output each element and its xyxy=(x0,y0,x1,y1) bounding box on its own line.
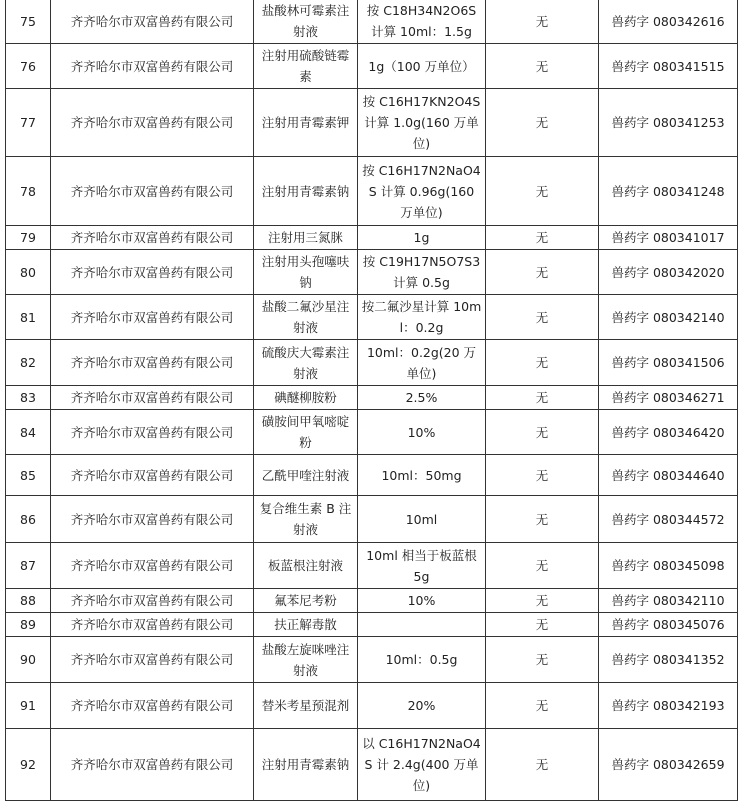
drug-name-cell: 碘醚柳胺粉 xyxy=(254,386,358,410)
spec-cell: 10ml xyxy=(358,496,486,543)
table-row xyxy=(6,89,738,157)
table-row xyxy=(6,386,738,410)
note-cell: 无 xyxy=(486,340,599,386)
drug-name-cell: 扶正解毒散 xyxy=(254,613,358,637)
note-cell: 无 xyxy=(486,0,599,44)
company-cell: 齐齐哈尔市双富兽药有限公司 xyxy=(51,226,254,250)
approval-number-cell: 兽药字 080342110 xyxy=(599,589,738,613)
drug-name-cell: 注射用青霉素钠 xyxy=(254,729,358,801)
row-number: 87 xyxy=(6,543,51,589)
drug-name-cell: 磺胺间甲氧嘧啶粉 xyxy=(254,410,358,455)
spec-cell xyxy=(358,613,486,637)
drug-name-cell: 注射用青霉素钾 xyxy=(254,89,358,157)
table-row xyxy=(6,340,738,386)
approval-number-cell: 兽药字 080341506 xyxy=(599,340,738,386)
row-number: 76 xyxy=(6,44,51,89)
spec-cell: 按 C16H17KN2O4S 计算 1.0g(160 万单位) xyxy=(358,89,486,157)
drug-name-cell: 注射用青霉素钠 xyxy=(254,157,358,226)
drug-name-cell: 盐酸二氟沙星注射液 xyxy=(254,295,358,340)
row-number: 84 xyxy=(6,410,51,455)
note-cell: 无 xyxy=(486,295,599,340)
row-number: 79 xyxy=(6,226,51,250)
drug-name-cell: 硫酸庆大霉素注射液 xyxy=(254,340,358,386)
table-row xyxy=(6,295,738,340)
company-cell: 齐齐哈尔市双富兽药有限公司 xyxy=(51,44,254,89)
table-row xyxy=(6,637,738,683)
approval-number-cell: 兽药字 080345098 xyxy=(599,543,738,589)
note-cell: 无 xyxy=(486,89,599,157)
row-number: 85 xyxy=(6,455,51,496)
table-row xyxy=(6,250,738,295)
approval-number-cell: 兽药字 080341248 xyxy=(599,157,738,226)
approval-number-cell: 兽药字 080344640 xyxy=(599,455,738,496)
spec-cell: 10ml：0.2g(20 万单位) xyxy=(358,340,486,386)
company-cell: 齐齐哈尔市双富兽药有限公司 xyxy=(51,0,254,44)
approval-number-cell: 兽药字 080342659 xyxy=(599,729,738,801)
approval-number-cell: 兽药字 080342193 xyxy=(599,683,738,729)
table-body xyxy=(6,0,738,801)
company-cell: 齐齐哈尔市双富兽药有限公司 xyxy=(51,496,254,543)
drug-name-cell: 盐酸林可霉素注射液 xyxy=(254,0,358,44)
table-row xyxy=(6,44,738,89)
table-row xyxy=(6,543,738,589)
note-cell: 无 xyxy=(486,683,599,729)
drug-name-cell: 盐酸左旋咪唑注射液 xyxy=(254,637,358,683)
company-cell: 齐齐哈尔市双富兽药有限公司 xyxy=(51,683,254,729)
spec-cell: 以 C16H17N2NaO4S 计 2.4g(400 万单位) xyxy=(358,729,486,801)
row-number: 81 xyxy=(6,295,51,340)
approval-number-cell: 兽药字 080346271 xyxy=(599,386,738,410)
approval-number-cell: 兽药字 080341515 xyxy=(599,44,738,89)
company-cell: 齐齐哈尔市双富兽药有限公司 xyxy=(51,250,254,295)
approval-number-cell: 兽药字 080346420 xyxy=(599,410,738,455)
note-cell: 无 xyxy=(486,386,599,410)
drug-name-cell: 板蓝根注射液 xyxy=(254,543,358,589)
row-number: 86 xyxy=(6,496,51,543)
note-cell: 无 xyxy=(486,157,599,226)
spec-cell: 20% xyxy=(358,683,486,729)
drug-name-cell: 替米考星预混剂 xyxy=(254,683,358,729)
row-number: 92 xyxy=(6,729,51,801)
spec-cell: 按 C16H17N2NaO4S 计算 0.96g(160 万单位) xyxy=(358,157,486,226)
note-cell: 无 xyxy=(486,589,599,613)
table-row xyxy=(6,0,738,44)
company-cell: 齐齐哈尔市双富兽药有限公司 xyxy=(51,340,254,386)
spec-cell: 10ml 相当于板蓝根 5g xyxy=(358,543,486,589)
spec-cell: 按 C18H34N2O6S 计算 10ml：1.5g xyxy=(358,0,486,44)
note-cell: 无 xyxy=(486,637,599,683)
company-cell: 齐齐哈尔市双富兽药有限公司 xyxy=(51,157,254,226)
drug-name-cell: 注射用硫酸链霉素 xyxy=(254,44,358,89)
row-number: 91 xyxy=(6,683,51,729)
spec-cell: 10ml：50mg xyxy=(358,455,486,496)
company-cell: 齐齐哈尔市双富兽药有限公司 xyxy=(51,589,254,613)
spec-cell: 1g（100 万单位） xyxy=(358,44,486,89)
note-cell: 无 xyxy=(486,250,599,295)
spec-cell: 按二氟沙星计算 10ml：0.2g xyxy=(358,295,486,340)
note-cell: 无 xyxy=(486,496,599,543)
spec-cell: 10% xyxy=(358,589,486,613)
drug-name-cell: 注射用头孢噻呋钠 xyxy=(254,250,358,295)
note-cell: 无 xyxy=(486,729,599,801)
table-row xyxy=(6,455,738,496)
company-cell: 齐齐哈尔市双富兽药有限公司 xyxy=(51,613,254,637)
approval-number-cell: 兽药字 080341352 xyxy=(599,637,738,683)
row-number: 77 xyxy=(6,89,51,157)
approval-number-cell: 兽药字 080342616 xyxy=(599,0,738,44)
row-number: 75 xyxy=(6,0,51,44)
table-row xyxy=(6,729,738,801)
company-cell: 齐齐哈尔市双富兽药有限公司 xyxy=(51,543,254,589)
drug-name-cell: 氟苯尼考粉 xyxy=(254,589,358,613)
row-number: 88 xyxy=(6,589,51,613)
table-row xyxy=(6,226,738,250)
approval-number-cell: 兽药字 080341253 xyxy=(599,89,738,157)
table-row xyxy=(6,496,738,543)
spec-cell: 10% xyxy=(358,410,486,455)
note-cell: 无 xyxy=(486,613,599,637)
approval-number-cell: 兽药字 080344572 xyxy=(599,496,738,543)
spec-cell: 2.5% xyxy=(358,386,486,410)
row-number: 90 xyxy=(6,637,51,683)
table-row xyxy=(6,613,738,637)
spec-cell: 1g xyxy=(358,226,486,250)
table-row xyxy=(6,157,738,226)
spec-cell: 按 C19H17N5O7S3 计算 0.5g xyxy=(358,250,486,295)
company-cell: 齐齐哈尔市双富兽药有限公司 xyxy=(51,455,254,496)
note-cell: 无 xyxy=(486,543,599,589)
table-row xyxy=(6,410,738,455)
note-cell: 无 xyxy=(486,44,599,89)
company-cell: 齐齐哈尔市双富兽药有限公司 xyxy=(51,295,254,340)
drug-name-cell: 注射用三氮脒 xyxy=(254,226,358,250)
drug-approval-table xyxy=(5,0,738,801)
company-cell: 齐齐哈尔市双富兽药有限公司 xyxy=(51,410,254,455)
drug-name-cell: 乙酰甲喹注射液 xyxy=(254,455,358,496)
spec-cell: 10ml：0.5g xyxy=(358,637,486,683)
note-cell: 无 xyxy=(486,455,599,496)
approval-number-cell: 兽药字 080345076 xyxy=(599,613,738,637)
table-row xyxy=(6,683,738,729)
row-number: 89 xyxy=(6,613,51,637)
company-cell: 齐齐哈尔市双富兽药有限公司 xyxy=(51,386,254,410)
approval-number-cell: 兽药字 080342020 xyxy=(599,250,738,295)
approval-number-cell: 兽药字 080342140 xyxy=(599,295,738,340)
row-number: 78 xyxy=(6,157,51,226)
note-cell: 无 xyxy=(486,226,599,250)
row-number: 82 xyxy=(6,340,51,386)
drug-name-cell: 复合维生素 B 注射液 xyxy=(254,496,358,543)
row-number: 80 xyxy=(6,250,51,295)
company-cell: 齐齐哈尔市双富兽药有限公司 xyxy=(51,729,254,801)
row-number: 83 xyxy=(6,386,51,410)
table-row xyxy=(6,589,738,613)
approval-number-cell: 兽药字 080341017 xyxy=(599,226,738,250)
company-cell: 齐齐哈尔市双富兽药有限公司 xyxy=(51,89,254,157)
company-cell: 齐齐哈尔市双富兽药有限公司 xyxy=(51,637,254,683)
note-cell: 无 xyxy=(486,410,599,455)
